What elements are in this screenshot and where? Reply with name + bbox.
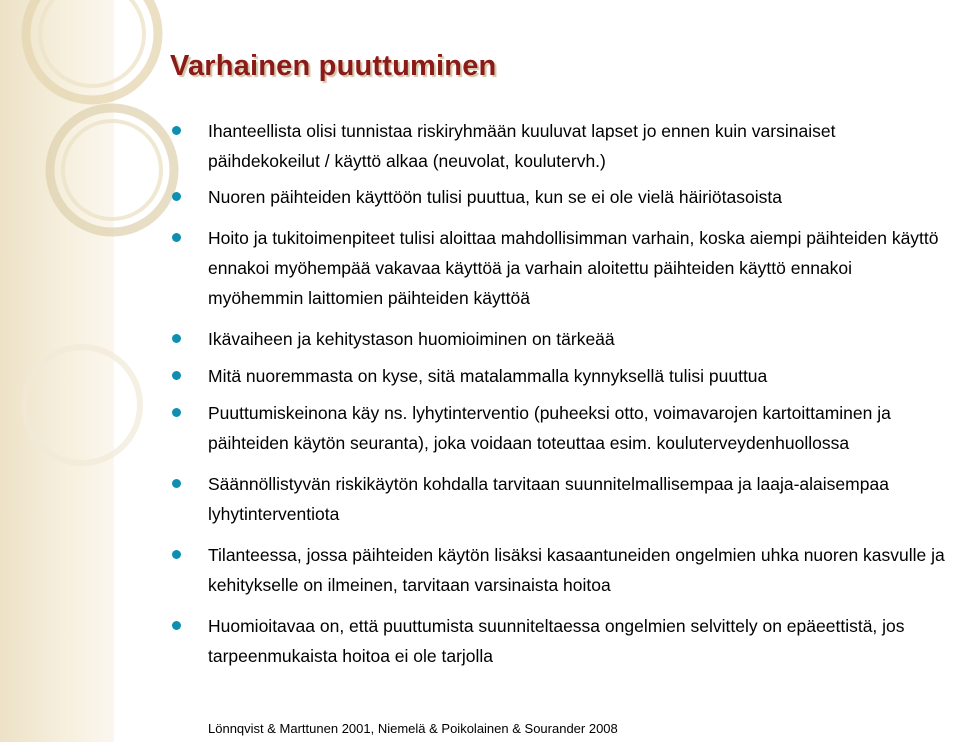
bullet-text: Ikävaiheen ja kehitystason huomioiminen on tärkeää bbox=[208, 329, 615, 349]
bullet-text: Tilanteessa, jossa päihteiden käytön lisäksi kasaantuneiden ongelmien uhka nuoren kasvulle ja kehitykselle on ilmeinen, tarvitaan varsinaista hoitoa bbox=[208, 545, 945, 595]
list-item bbox=[160, 540, 952, 600]
bullet-dot-icon bbox=[172, 126, 181, 135]
list-item bbox=[160, 469, 952, 529]
bullet-text: Nuoren päihteiden käyttöön tulisi puuttua, kun se ei ole vielä häiriötasoista bbox=[208, 187, 782, 207]
decorative-rings bbox=[0, 0, 180, 742]
bullet-dot-icon bbox=[172, 192, 181, 201]
bullet-dot-icon bbox=[172, 550, 181, 559]
bullet-dot-icon bbox=[172, 479, 181, 488]
slide-title: Varhainen puuttuminen bbox=[170, 50, 497, 82]
list-item bbox=[160, 223, 952, 313]
bullet-list bbox=[160, 116, 952, 671]
bullet-text: Huomioitavaa on, että puuttumista suunniteltaessa ongelmien selvittely on epäeettistä, jos tarpeenmukaista hoitoa ei ole tarjolla bbox=[208, 616, 905, 666]
bullet-text: Ihanteellista olisi tunnistaa riskiryhmään kuuluvat lapset jo ennen kuin varsinaiset päihdekokeilut / käyttö alkaa (neuvolat, koulutervh.) bbox=[208, 121, 836, 171]
list-item bbox=[160, 116, 952, 176]
list-item bbox=[160, 398, 952, 458]
bullet-dot-icon bbox=[172, 334, 181, 343]
bullet-text: Säännöllistyvän riskikäytön kohdalla tarvitaan suunnitelmallisempaa ja laaja-alaisempaa lyhytinterventiota bbox=[208, 474, 889, 524]
bullet-text: Puuttumiskeinona käy ns. lyhytinterventio (puheeksi otto, voimavarojen kartoittaminen ja päihteiden käytön seuranta), joka voidaan toteuttaa esim. kouluterveydenhuollossa bbox=[208, 403, 891, 453]
bullet-text: Hoito ja tukitoimenpiteet tulisi aloittaa mahdollisimman varhain, koska aiempi päihteiden käyttö ennakoi myöhempää vakavaa käyttöä ja varhain aloitettu päihteiden käyttö ennakoi myöhemmin laittomien päihteiden käyttöä bbox=[208, 228, 939, 308]
bullet-dot-icon bbox=[172, 621, 181, 630]
bullet-dot-icon bbox=[172, 371, 181, 380]
list-item bbox=[160, 324, 952, 354]
list-item bbox=[160, 361, 952, 391]
bullet-text: Mitä nuoremmasta on kyse, sitä matalammalla kynnyksellä tulisi puuttua bbox=[208, 366, 768, 386]
bullet-dot-icon bbox=[172, 408, 181, 417]
list-item bbox=[160, 611, 952, 671]
list-item bbox=[160, 182, 952, 212]
bullet-dot-icon bbox=[172, 233, 181, 242]
source-citation: Lönnqvist & Marttunen 2001, Niemelä & Poikolainen & Sourander 2008 bbox=[208, 721, 618, 736]
